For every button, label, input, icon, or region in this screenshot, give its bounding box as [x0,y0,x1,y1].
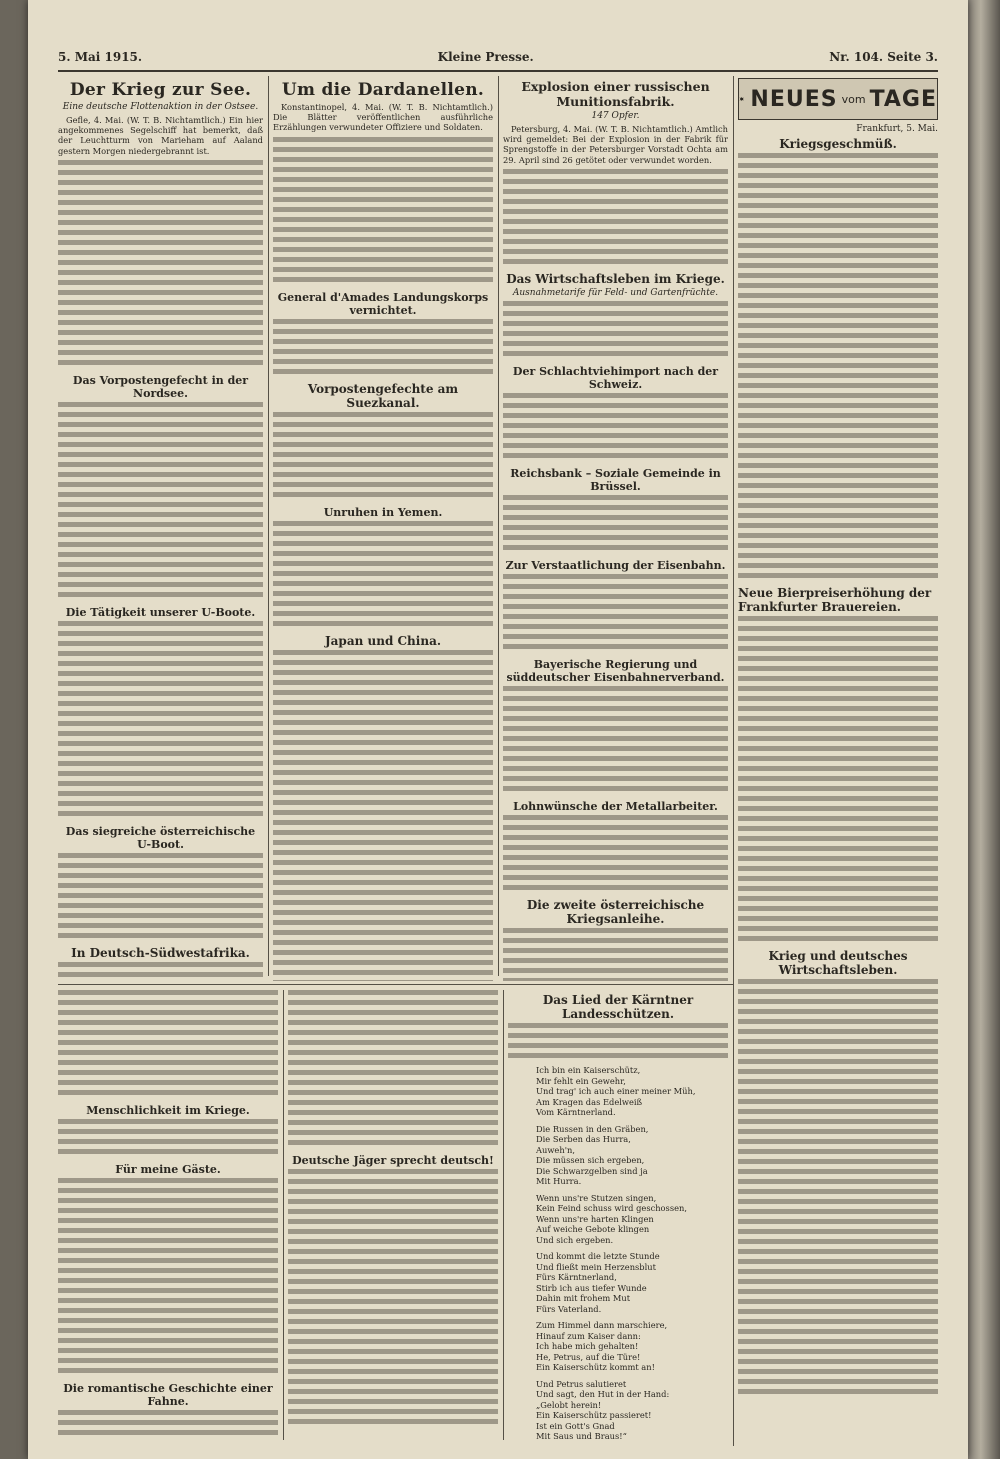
poem-line: Die Serben das Hurra, [536,1134,631,1144]
poem-line: Die Russen in den Gräben, [536,1123,649,1134]
headline-menschlichkeit: Menschlichkeit im Kriege. [86,1104,250,1117]
article-text [58,621,263,821]
article-text [273,521,493,631]
neues-vom-tage-masthead [738,78,938,120]
newspaper-page [28,0,968,1459]
headline-uboote: Die Tätigkeit unserer U-Boote. [65,605,256,619]
masthead-word-tage: TAGE [869,86,937,112]
poem-line: Auweh'n, [536,1144,575,1155]
article-text [58,853,263,943]
headline-deutsche-jaeger: Deutsche Jäger sprecht deutsch! [292,1154,494,1167]
masthead-word-neues: NEUES [750,86,838,112]
article-text [503,169,728,269]
poem-line: Am Kragen das Edelweiß [536,1096,643,1107]
article-text [273,650,493,981]
page-header [58,50,938,72]
column-lower-middle [288,990,498,1440]
book-binding-edge [968,0,1000,1459]
headline-dardanellen: Um die Dardanellen. [281,80,485,100]
poem-line: Ist ein Gott's Gnad [536,1420,615,1431]
article-text [58,1119,278,1159]
headline-fuer-gaeste: Für meine Gäste. [115,1163,221,1176]
headline-krieg-zur-see: Der Krieg zur See. [69,80,252,100]
masthead-word-vom: vom [841,92,866,106]
article-text [58,1178,278,1378]
headline-eisenbahn: Zur Verstaatlichung der Eisenbahn. [505,558,726,572]
article-text [503,301,728,361]
poem-line: Mir fehlt ein Gewehr, [536,1075,626,1086]
column-divider [498,76,499,976]
headline-metallarbeiter: Lohnwünsche der Metallarbeiter. [513,799,718,813]
article-text [503,574,728,654]
headline-lied-kaerntner: Das Lied der Kärntner Landesschützen. [542,993,694,1021]
headline-nordsee: Das Vorpostengefecht in der Nordsee. [72,373,249,400]
poem-line: Ich bin ein Kaiserschütz, [536,1065,641,1075]
headline-general-amade: General d'Amades Landungskorps vernichtet. [277,290,489,317]
headline-bayern: Bayerische Regierung und süddeutscher Eisenbahnerverband. [506,657,725,684]
article-text [503,393,728,463]
poem-line: Wenn uns're harten Klingen [536,1213,654,1224]
poem-stanza [536,1193,728,1246]
poem-line: Und kommt die letzte Stunde [536,1251,660,1261]
headline-suezkanal: Vorpostengefechte am Suezkanal. [307,381,459,410]
column-neues-vom-tage [738,76,938,1446]
eagle-icon [739,85,744,113]
headline-jemen: Unruhen in Yemen. [323,505,443,519]
poem-line: Hinauf zum Kaiser dann: [536,1330,641,1341]
section-divider [58,984,733,985]
column-krieg-zur-see [58,76,263,981]
article-text [58,402,263,602]
poem-line: Fürs Kärntnerland, [536,1272,617,1282]
article-text [503,815,728,895]
article-text [58,962,263,981]
headline-suedwestafrika: In Deutsch-Südwestafrika. [71,945,250,960]
column-divider [733,76,734,1446]
article-text [58,990,278,1100]
column-lied-kaerntner [508,990,728,1440]
headline-kriegsgeschmuss: Kriegsgeschmüß. [779,137,897,151]
article-lead-dardanellen: Konstantinopel, 4. Mai. (W. T. B. Nichtamtlich.) Die Blätter veröffentlichen ausführliche Erzählungen verwundeter Offiziere und Soldaten. [273,102,493,133]
poem-line: Die Schwarzgelben sind ja [536,1165,648,1176]
poem-stanza [536,1379,728,1441]
article-text [738,153,938,583]
poem-line: Wenn uns're Stutzen singen, [536,1192,657,1203]
article-text [58,160,263,370]
subheadline-opfer: 147 Opfer. [591,111,640,121]
headline-wirtschaftsleben: Das Wirtschaftsleben im Kriege. [506,271,725,286]
poem-line: Ein Kaiserschütz passieret! [536,1410,652,1420]
article-text [508,1023,728,1063]
article-text [738,616,938,946]
poem-stanza [536,1124,728,1187]
dateline: Frankfurt, 5. Mai. [856,124,938,134]
poem-line: Ein Kaiserschütz kommt an! [536,1362,655,1372]
poem-line: Kein Feind schuss wird geschossen, [536,1203,687,1213]
subheadline-ostsee: Eine deutsche Flottenaktion in der Ostsee. [62,102,259,112]
article-text [273,137,493,287]
headline-krieg-wirtschaftsleben: Krieg und deutsches Wirtschaftsleben. [768,949,908,977]
poem-line: Fürs Vaterland. [536,1303,602,1314]
article-lead-ostsee: Gefle, 4. Mai. (W. T. B. Nichtamtlich.) Ein hier angekommenes Segelschiff hat bemerkt, daß der Leuchtturm von Marieham auf Aaland gestern Morgen niedergebrannt ist. [58,115,263,156]
article-lead-explosion: Petersburg, 4. Mai. (W. T. B. Nichtamtlich.) Amtlich wird gemeldet: Bei der Explosion in der Fabrik für Sprengstoffe in der Petersburger Vorstadt Ochta am 29. April sind 26 getötet oder verwundet worden. [503,124,728,165]
poem-line: Ich habe mich gehalten! [536,1341,639,1351]
poem-line: Auf weiche Gebote klingen [536,1224,650,1234]
poem-line: Und fließt mein Herzensblut [536,1261,656,1272]
poem-line: Vom Kärntnerland. [536,1107,616,1117]
previous-page-edge [0,0,28,1459]
column-dardanellen [273,76,493,981]
article-text [503,686,728,796]
column-divider [268,76,269,976]
article-text [58,1410,278,1440]
poem-line: Die müssen sich ergeben, [536,1155,645,1165]
poem-line: Und sich ergeben. [536,1234,614,1245]
headline-bierpreis: Neue Bierpreiserhöhung der Frankfurter Brauereien. [738,586,932,614]
poem-line: Dahin mit frohem Mut [536,1293,631,1303]
headline-japan-china: Japan und China. [324,633,442,648]
headline-explosion: Explosion einer russischen Munitionsfabrik. [521,79,710,109]
poem-line: Und Petrus salutieret [536,1378,627,1389]
poem-line: „Gelobt herein! [536,1399,602,1410]
poem-line: He, Petrus, auf die Türe! [536,1351,641,1362]
article-text [273,412,493,502]
poem-line: Mit Saus und Braus!“ [536,1431,627,1440]
headline-schweiz: Der Schlachtviehimport nach der Schweiz. [512,364,719,391]
poem-line: Und trag' ich auch einer meiner Müh, [536,1086,696,1096]
page-number: Nr. 104. Seite 3. [829,50,938,64]
article-text [288,1169,498,1429]
poem-stanza [536,1251,728,1314]
article-text [503,495,728,555]
article-text [738,979,938,1399]
poem-line: Und sagt, den Hut in der Hand: [536,1389,670,1399]
article-text [273,319,493,379]
column-divider [503,990,504,1440]
poem-stanza [536,1320,728,1373]
subheadline-ausnahmetarife: Ausnahmetarife für Feld- und Gartenfrüchte. [512,287,719,298]
column-divider [283,990,284,1440]
poem-stanza [536,1065,728,1118]
column-explosion [503,76,728,981]
article-text [503,928,728,981]
poem-line: Stirb ich aus tiefer Wunde [536,1282,647,1293]
headline-kriegsanleihe: Die zweite österreichische Kriegsanleihe. [526,897,705,926]
paper-name: Kleine Presse. [437,50,534,64]
page-date: 5. Mai 1915. [58,50,143,64]
headline-fahne: Die romantische Geschichte einer Fahne. [63,1382,273,1408]
poem-line: Zum Himmel dann marschiere, [536,1320,668,1330]
article-text [288,990,498,1150]
column-lower-left [58,990,278,1440]
poem-line: Mit Hurra. [536,1176,582,1186]
headline-osterr-uboot: Das siegreiche österreichische U-Boot. [65,824,256,851]
headline-bruessel: Reichsbank – Soziale Gemeinde in Brüssel. [510,466,721,493]
